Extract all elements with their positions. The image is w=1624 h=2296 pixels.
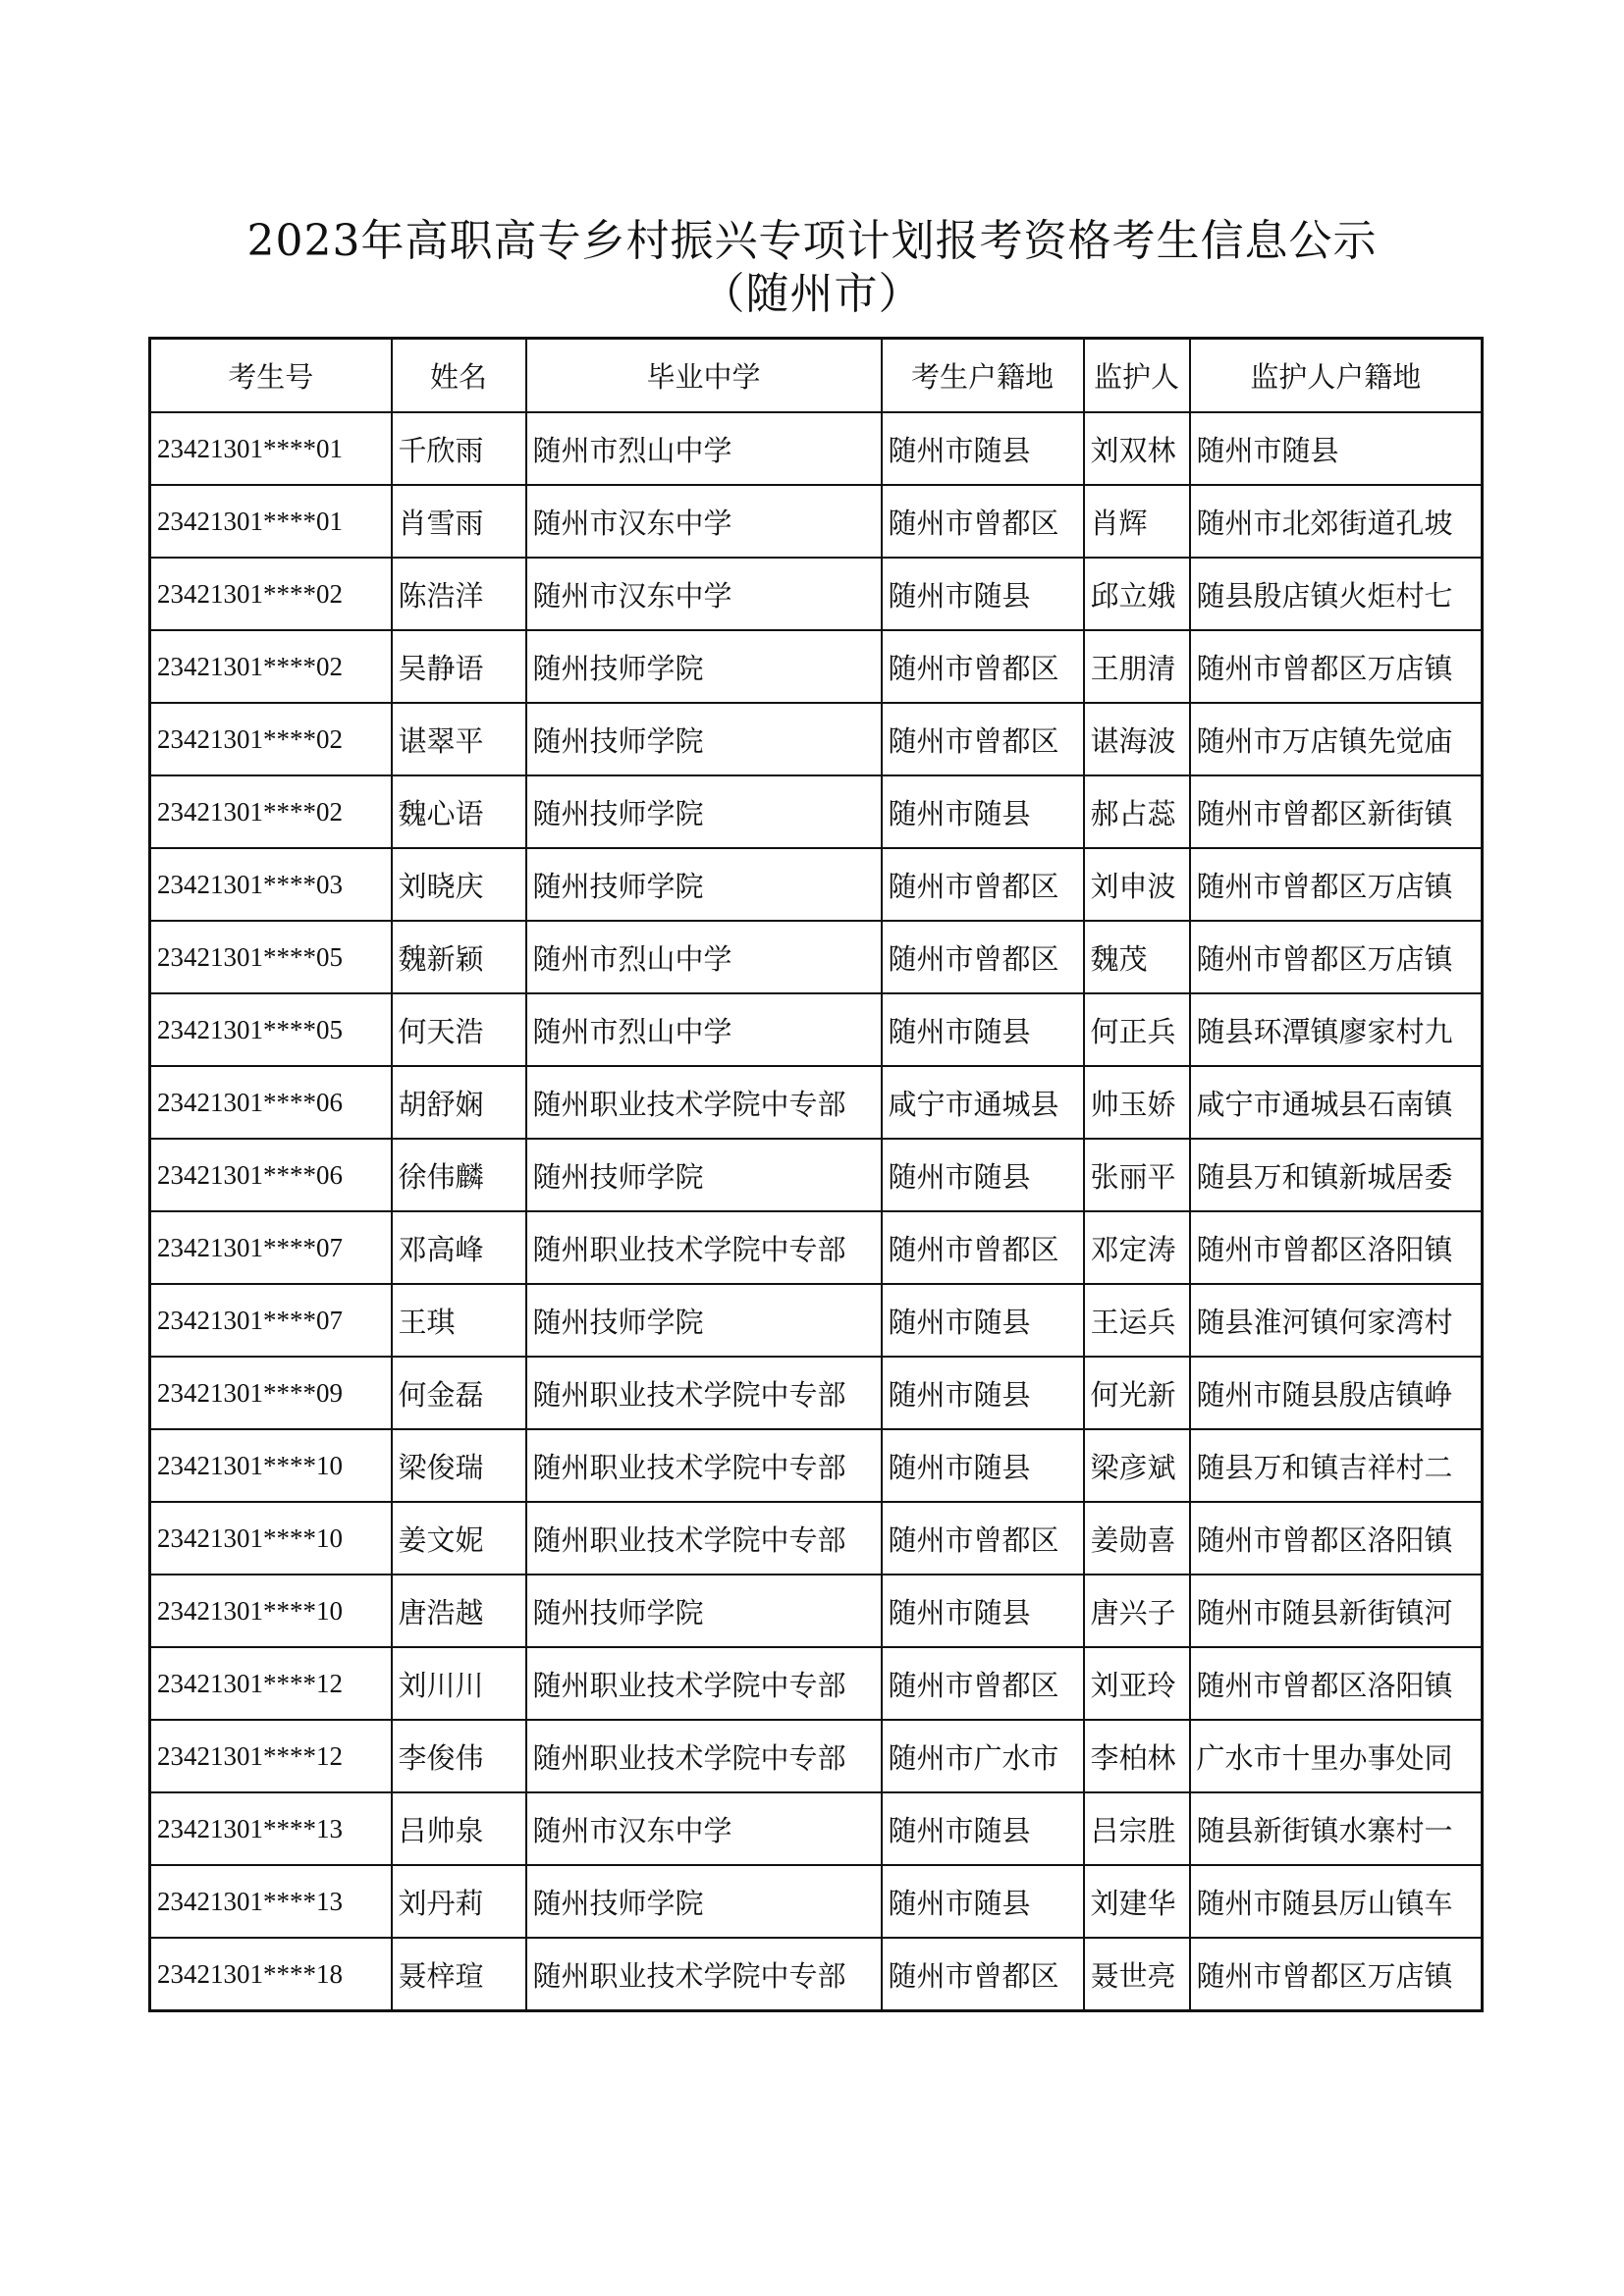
cell-candidate-domicile: 随州市随县 [882,1865,1084,1938]
cell-guardian: 聂世亮 [1084,1938,1190,2011]
cell-graduation-school: 随州市烈山中学 [526,412,882,485]
cell-candidate-number: 23421301****12 [150,1720,392,1792]
cell-graduation-school: 随州技师学院 [526,1284,882,1357]
cell-candidate-domicile: 随州市广水市 [882,1720,1084,1792]
cell-graduation-school: 随州职业技术学院中专部 [526,1720,882,1792]
table-row [150,1647,1483,1720]
table-row [150,848,1483,921]
table-row [150,630,1483,703]
cell-guardian: 魏茂 [1084,921,1190,993]
cell-guardian: 张丽平 [1084,1139,1190,1211]
cell-guardian: 唐兴子 [1084,1575,1190,1647]
cell-candidate-domicile: 随州市曾都区 [882,485,1084,558]
page-title: 2023年高职高专乡村振兴专项计划报考资格考生信息公示 [246,216,1378,266]
table-row [150,775,1483,848]
cell-candidate-domicile: 随州市随县 [882,1357,1084,1429]
cell-guardian-domicile: 随州市曾都区万店镇 [1190,1938,1483,2011]
cell-candidate-domicile: 随州市曾都区 [882,703,1084,775]
cell-graduation-school: 随州市烈山中学 [526,921,882,993]
cell-guardian: 谌海波 [1084,703,1190,775]
cell-candidate-number: 23421301****02 [150,703,392,775]
cell-graduation-school: 随州职业技术学院中专部 [526,1066,882,1139]
cell-graduation-school: 随州技师学院 [526,848,882,921]
cell-graduation-school: 随州职业技术学院中专部 [526,1938,882,2011]
cell-guardian-domicile: 咸宁市通城县石南镇 [1190,1066,1483,1139]
cell-candidate-domicile: 随州市曾都区 [882,630,1084,703]
cell-guardian-domicile: 广水市十里办事处同 [1190,1720,1483,1792]
cell-guardian-domicile: 随州市随县新街镇河 [1190,1575,1483,1647]
cell-candidate-domicile: 随州市随县 [882,1139,1084,1211]
cell-guardian: 邱立娥 [1084,558,1190,630]
cell-name: 何天浩 [392,993,526,1066]
header-candidate-domicile: 考生户籍地 [882,339,1084,413]
page-subtitle: （随州市） [701,269,923,319]
cell-name: 徐伟麟 [392,1139,526,1211]
table-row [150,1066,1483,1139]
cell-guardian-domicile: 随州市随县殷店镇峥 [1190,1357,1483,1429]
cell-candidate-number: 23421301****02 [150,630,392,703]
cell-candidate-domicile: 随州市曾都区 [882,848,1084,921]
cell-candidate-number: 23421301****07 [150,1211,392,1284]
cell-guardian: 肖辉 [1084,485,1190,558]
cell-graduation-school: 随州市烈山中学 [526,993,882,1066]
cell-name: 梁俊瑞 [392,1429,526,1502]
cell-graduation-school: 随州职业技术学院中专部 [526,1357,882,1429]
cell-candidate-number: 23421301****10 [150,1502,392,1575]
table-row [150,485,1483,558]
cell-guardian-domicile: 随州市曾都区万店镇 [1190,921,1483,993]
cell-guardian-domicile: 随县殷店镇火炬村七 [1190,558,1483,630]
table-row [150,1575,1483,1647]
cell-name: 魏新颖 [392,921,526,993]
cell-candidate-domicile: 随州市随县 [882,558,1084,630]
cell-guardian: 刘申波 [1084,848,1190,921]
cell-candidate-number: 23421301****13 [150,1865,392,1938]
table-row [150,1720,1483,1792]
cell-graduation-school: 随州市汉东中学 [526,1792,882,1865]
cell-graduation-school: 随州市汉东中学 [526,558,882,630]
header-guardian: 监护人 [1084,339,1190,413]
table-row [150,412,1483,485]
cell-name: 何金磊 [392,1357,526,1429]
cell-candidate-number: 23421301****06 [150,1066,392,1139]
cell-candidate-number: 23421301****01 [150,485,392,558]
table-row [150,558,1483,630]
cell-guardian: 姜勋喜 [1084,1502,1190,1575]
cell-candidate-domicile: 随州市随县 [882,993,1084,1066]
cell-candidate-domicile: 随州市随县 [882,1575,1084,1647]
cell-guardian-domicile: 随州市曾都区洛阳镇 [1190,1647,1483,1720]
cell-candidate-domicile: 随州市曾都区 [882,1938,1084,2011]
cell-graduation-school: 随州技师学院 [526,1575,882,1647]
cell-candidate-domicile: 随州市随县 [882,1429,1084,1502]
cell-guardian: 帅玉娇 [1084,1066,1190,1139]
cell-guardian-domicile: 随县新街镇水寨村一 [1190,1792,1483,1865]
cell-guardian-domicile: 随州市曾都区洛阳镇 [1190,1211,1483,1284]
cell-guardian: 李柏林 [1084,1720,1190,1792]
cell-candidate-domicile: 随州市曾都区 [882,1647,1084,1720]
cell-candidate-number: 23421301****07 [150,1284,392,1357]
cell-candidate-domicile: 咸宁市通城县 [882,1066,1084,1139]
cell-guardian: 何正兵 [1084,993,1190,1066]
table-row [150,1357,1483,1429]
cell-guardian-domicile: 随县万和镇吉祥村二 [1190,1429,1483,1502]
cell-candidate-number: 23421301****02 [150,558,392,630]
cell-name: 刘丹莉 [392,1865,526,1938]
table-row [150,1139,1483,1211]
cell-guardian-domicile: 随州市北郊街道孔坡 [1190,485,1483,558]
cell-guardian-domicile: 随县环潭镇廖家村九 [1190,993,1483,1066]
cell-graduation-school: 随州技师学院 [526,630,882,703]
cell-guardian-domicile: 随州市曾都区万店镇 [1190,630,1483,703]
cell-guardian-domicile: 随州市曾都区万店镇 [1190,848,1483,921]
cell-graduation-school: 随州职业技术学院中专部 [526,1647,882,1720]
cell-graduation-school: 随州技师学院 [526,775,882,848]
cell-name: 胡舒娴 [392,1066,526,1139]
cell-guardian-domicile: 随州市曾都区新街镇 [1190,775,1483,848]
cell-candidate-number: 23421301****10 [150,1429,392,1502]
cell-candidate-domicile: 随州市曾都区 [882,921,1084,993]
cell-guardian-domicile: 随县淮河镇何家湾村 [1190,1284,1483,1357]
cell-guardian-domicile: 随县万和镇新城居委 [1190,1139,1483,1211]
cell-candidate-number: 23421301****12 [150,1647,392,1720]
cell-guardian: 刘建华 [1084,1865,1190,1938]
candidate-table [148,337,1484,2012]
cell-candidate-number: 23421301****13 [150,1792,392,1865]
cell-name: 唐浩越 [392,1575,526,1647]
cell-guardian: 刘亚玲 [1084,1647,1190,1720]
cell-graduation-school: 随州技师学院 [526,703,882,775]
header-candidate-number: 考生号 [150,339,392,413]
cell-guardian-domicile: 随州市曾都区洛阳镇 [1190,1502,1483,1575]
cell-name: 谌翠平 [392,703,526,775]
cell-candidate-domicile: 随州市随县 [882,412,1084,485]
cell-name: 千欣雨 [392,412,526,485]
cell-graduation-school: 随州职业技术学院中专部 [526,1211,882,1284]
cell-candidate-number: 23421301****10 [150,1575,392,1647]
cell-candidate-domicile: 随州市曾都区 [882,1502,1084,1575]
table-row [150,1211,1483,1284]
cell-guardian: 刘双林 [1084,412,1190,485]
cell-candidate-domicile: 随州市随县 [882,775,1084,848]
cell-candidate-number: 23421301****05 [150,993,392,1066]
cell-name: 吴静语 [392,630,526,703]
cell-guardian: 王朋清 [1084,630,1190,703]
table-row [150,1284,1483,1357]
cell-name: 刘晓庆 [392,848,526,921]
cell-candidate-number: 23421301****18 [150,1938,392,2011]
cell-name: 聂梓瑄 [392,1938,526,2011]
cell-candidate-domicile: 随州市曾都区 [882,1211,1084,1284]
cell-guardian: 梁彦斌 [1084,1429,1190,1502]
cell-graduation-school: 随州技师学院 [526,1865,882,1938]
cell-candidate-number: 23421301****06 [150,1139,392,1211]
cell-guardian-domicile: 随州市随县厉山镇车 [1190,1865,1483,1938]
table-body [150,412,1483,2011]
cell-candidate-number: 23421301****09 [150,1357,392,1429]
cell-candidate-number: 23421301****02 [150,775,392,848]
table-header-row [150,339,1483,413]
table-row [150,993,1483,1066]
cell-name: 吕帅泉 [392,1792,526,1865]
cell-candidate-number: 23421301****01 [150,412,392,485]
cell-name: 刘川川 [392,1647,526,1720]
table-row [150,1938,1483,2011]
table-row [150,1429,1483,1502]
cell-graduation-school: 随州职业技术学院中专部 [526,1429,882,1502]
cell-guardian: 何光新 [1084,1357,1190,1429]
header-guardian-domicile: 监护人户籍地 [1190,339,1483,413]
cell-name: 李俊伟 [392,1720,526,1792]
cell-name: 陈浩洋 [392,558,526,630]
cell-graduation-school: 随州职业技术学院中专部 [526,1502,882,1575]
cell-candidate-number: 23421301****03 [150,848,392,921]
table-row [150,1865,1483,1938]
cell-candidate-domicile: 随州市随县 [882,1284,1084,1357]
cell-graduation-school: 随州技师学院 [526,1139,882,1211]
cell-guardian: 邓定涛 [1084,1211,1190,1284]
cell-name: 姜文妮 [392,1502,526,1575]
cell-name: 魏心语 [392,775,526,848]
cell-guardian: 郝占蕊 [1084,775,1190,848]
table-row [150,1792,1483,1865]
cell-guardian-domicile: 随州市随县 [1190,412,1483,485]
header-graduation-school: 毕业中学 [526,339,882,413]
table-row [150,1502,1483,1575]
cell-candidate-number: 23421301****05 [150,921,392,993]
cell-graduation-school: 随州市汉东中学 [526,485,882,558]
cell-name: 邓高峰 [392,1211,526,1284]
cell-guardian-domicile: 随州市万店镇先觉庙 [1190,703,1483,775]
cell-candidate-domicile: 随州市随县 [882,1792,1084,1865]
cell-name: 王琪 [392,1284,526,1357]
table-row [150,921,1483,993]
cell-name: 肖雪雨 [392,485,526,558]
header-name: 姓名 [392,339,526,413]
cell-guardian: 吕宗胜 [1084,1792,1190,1865]
cell-guardian: 王运兵 [1084,1284,1190,1357]
table-row [150,703,1483,775]
